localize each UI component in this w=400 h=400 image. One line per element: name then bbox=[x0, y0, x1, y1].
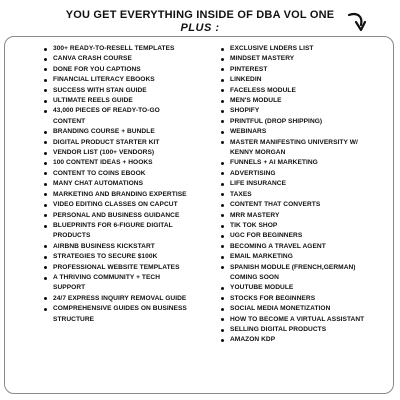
page-subtitle: PLUS : bbox=[180, 22, 220, 34]
list-item bbox=[221, 96, 396, 106]
list-item bbox=[44, 86, 216, 96]
list-item bbox=[221, 325, 396, 335]
list-item-text: VIDEO EDITING CLASSES ON CAPCUT bbox=[53, 201, 178, 209]
list-item-text: EXCLUSIVE LNDERS LIST bbox=[230, 45, 314, 52]
list-item bbox=[221, 106, 396, 116]
list-item bbox=[44, 54, 216, 64]
list-item bbox=[221, 221, 396, 231]
list-item-text: UGC FOR BEGINNERS bbox=[230, 232, 303, 240]
list-item-text-continued: PRODUCTS bbox=[53, 232, 91, 240]
list-item bbox=[44, 273, 216, 294]
list-item bbox=[221, 304, 396, 314]
list-item bbox=[44, 75, 216, 85]
list-item bbox=[44, 138, 216, 148]
list-item-text: 24/7 EXPRESS INQUIRY REMOVAL GUIDE bbox=[53, 294, 187, 302]
list-item-text-continued: KENNY MORGAN bbox=[230, 149, 286, 157]
list-item bbox=[221, 117, 396, 127]
list-item bbox=[44, 96, 216, 106]
list-item-text: CONTENT TO COINS EBOOK bbox=[53, 169, 146, 177]
list-item-text: ADVERTISING bbox=[230, 169, 276, 177]
list-item bbox=[44, 252, 216, 262]
list-item-text: SHOPIFY bbox=[230, 107, 260, 115]
list-item bbox=[221, 190, 396, 200]
list-item bbox=[221, 335, 396, 345]
list-item bbox=[44, 294, 216, 304]
list-item bbox=[44, 211, 216, 221]
list-item bbox=[221, 75, 396, 85]
list-item bbox=[221, 86, 396, 96]
list-item bbox=[221, 169, 396, 179]
list-item-text: FUNNELS + AI MARKETING bbox=[230, 159, 318, 167]
list-item bbox=[221, 315, 396, 325]
list-item bbox=[221, 294, 396, 304]
list-item-text: MARKETING AND BRANDING EXPERTISE bbox=[53, 190, 187, 198]
list-item-text: SOCIAL MEDIA MONETIZATION bbox=[230, 305, 331, 313]
list-item-text: LIFE INSURANCE bbox=[230, 180, 287, 188]
list-item-text: MANY CHAT AUTOMATIONS bbox=[53, 180, 144, 188]
list-item bbox=[221, 231, 396, 241]
list-item-text: HOW TO BECOME A VIRTUAL ASSISTANT bbox=[230, 315, 365, 323]
list-item-text: STRATEGIES TO SECURE $100K bbox=[53, 253, 158, 261]
list-item-text: PERSONAL AND BUSINESS GUIDANCE bbox=[53, 211, 180, 219]
list-item-text: LINKEDIN bbox=[230, 76, 262, 84]
curved-arrow-down-icon bbox=[346, 10, 368, 36]
list-item bbox=[44, 221, 216, 242]
list-item-text: YOUTUBE MODULE bbox=[230, 284, 294, 292]
list-item-text: 300+ READY-TO-RESELL TEMPLATES bbox=[53, 45, 175, 52]
list-item bbox=[221, 200, 396, 210]
list-item bbox=[44, 304, 216, 325]
list-item-text-continued: STRUCTURE bbox=[53, 315, 95, 323]
list-item bbox=[44, 200, 216, 210]
list-item bbox=[221, 127, 396, 137]
list-item-text: PRINTFUL (DROP SHIPPING) bbox=[230, 117, 323, 125]
list-item-text: SPANISH MODULE (FRENCH,GERMAN) bbox=[230, 263, 356, 271]
list-item-text-continued: SUPPORT bbox=[53, 284, 86, 292]
list-item bbox=[221, 242, 396, 252]
list-item-text: AMAZON KDP bbox=[230, 336, 276, 344]
list-item-text: BLUEPRINTS FOR 6-FIGURE DIGITAL bbox=[53, 221, 173, 229]
header bbox=[0, 8, 400, 35]
list-item-text: MEN'S MODULE bbox=[230, 97, 282, 105]
list-item-text-continued: COMING SOON bbox=[230, 273, 279, 281]
list-item-text: TAXES bbox=[230, 190, 252, 198]
list-item-text: WEBINARS bbox=[230, 128, 267, 136]
list-item-text: FINANCIAL LITERACY EBOOKS bbox=[53, 76, 155, 84]
list-item bbox=[44, 242, 216, 252]
list-item bbox=[221, 158, 396, 168]
list-item bbox=[44, 106, 216, 127]
list-item bbox=[44, 190, 216, 200]
list-item-text: AIRBNB BUSINESS KICKSTART bbox=[53, 242, 155, 250]
list-item bbox=[221, 179, 396, 189]
list-item-text: PROFESSIONAL WEBSITE TEMPLATES bbox=[53, 263, 180, 271]
list-item bbox=[44, 169, 216, 179]
list-item bbox=[221, 54, 396, 64]
list-item-text: MASTER MANIFESTING UNIVERSITY W/ bbox=[230, 138, 358, 146]
list-item bbox=[44, 127, 216, 137]
left-feature-list bbox=[44, 44, 216, 325]
list-item-text: ULTIMATE REELS GUIDE bbox=[53, 97, 133, 105]
list-item bbox=[44, 65, 216, 75]
list-item-text: DIGITAL PRODUCT STARTER KIT bbox=[53, 138, 160, 146]
list-item bbox=[221, 65, 396, 75]
list-item bbox=[44, 148, 216, 158]
list-item-text: PINTEREST bbox=[230, 65, 268, 73]
right-feature-list bbox=[221, 44, 396, 346]
page-title: YOU GET EVERYTHING INSIDE OF DBA VOL ONE bbox=[65, 9, 335, 21]
list-item-text: SELLING DIGITAL PRODUCTS bbox=[230, 325, 327, 333]
list-item-text: 100 CONTENT IDEAS + HOOKS bbox=[53, 159, 153, 167]
list-item bbox=[44, 158, 216, 168]
list-item-text: FACELESS MODULE bbox=[230, 86, 296, 94]
list-item bbox=[44, 44, 216, 54]
list-item-text: CONTENT THAT CONVERTS bbox=[230, 201, 321, 209]
list-item-text: DONE FOR YOU CAPTIONS bbox=[53, 65, 141, 73]
list-item bbox=[44, 263, 216, 273]
list-item-text: BRANDING COURSE + BUNDLE bbox=[53, 128, 155, 136]
list-item bbox=[221, 44, 396, 54]
list-item-text: EMAIL MARKETING bbox=[230, 253, 293, 261]
list-item bbox=[221, 252, 396, 262]
list-item-text: TIK TOK SHOP bbox=[230, 221, 278, 229]
list-item-text: VENDOR LIST (100+ VENDORS) bbox=[53, 149, 155, 157]
list-item-text: STOCKS FOR BEGINNERS bbox=[230, 294, 316, 302]
list-item-text-continued: CONTENT bbox=[53, 117, 86, 125]
list-item-text: MRR MASTERY bbox=[230, 211, 280, 219]
list-item bbox=[44, 179, 216, 189]
list-item bbox=[221, 138, 396, 159]
list-item-text: CANVA CRASH COURSE bbox=[53, 55, 132, 63]
list-item-text: MINDSET MASTERY bbox=[230, 55, 295, 63]
list-item-text: A THRIVING COMMUNITY + TECH bbox=[53, 273, 161, 281]
list-item bbox=[221, 263, 396, 284]
list-item bbox=[221, 211, 396, 221]
list-item bbox=[221, 283, 396, 293]
list-item-text: BECOMING A TRAVEL AGENT bbox=[230, 242, 326, 250]
list-item-text: 43,000 PIECES OF READY-TO-GO bbox=[53, 107, 160, 115]
list-item-text: COMPREHENSIVE GUIDES ON BUSINESS bbox=[53, 305, 187, 313]
list-item-text: SUCCESS WITH STAN GUIDE bbox=[53, 86, 147, 94]
